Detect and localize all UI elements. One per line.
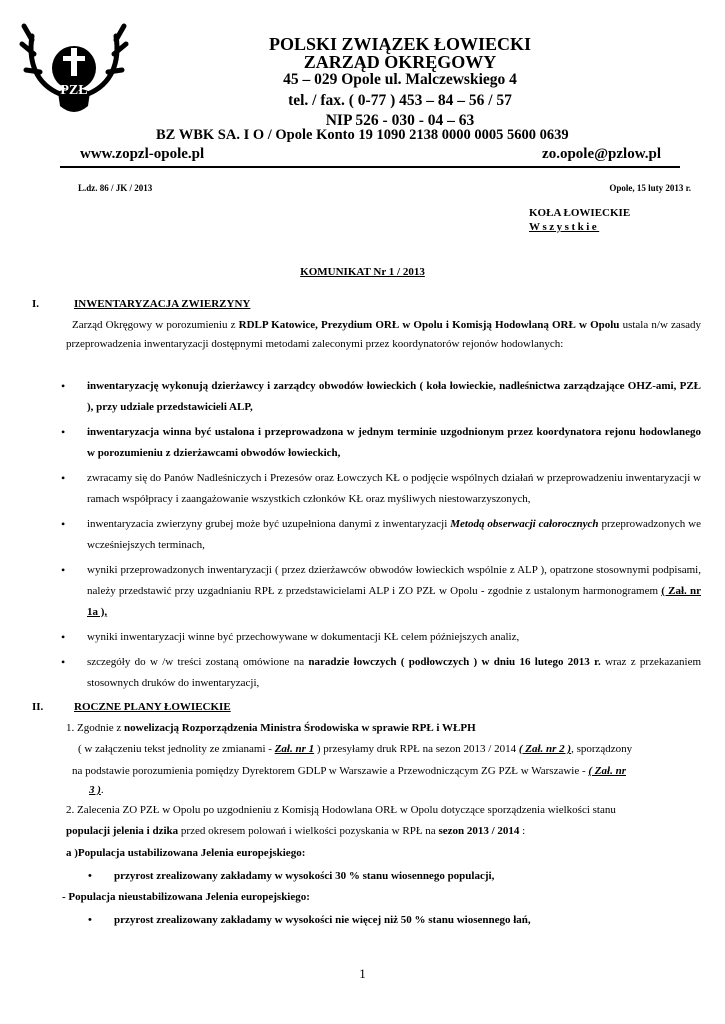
section2-para3: na podstawie porozumienia pomiędzy Dyrektorem GDLP w Warszawie a Przewodniczącym ZG PZŁ w Warszawie - ( Zał. nr [72, 765, 626, 777]
section2-title: ROCZNE PLANY ŁOWIECKIE [74, 701, 231, 713]
section2-para4: 3 ). [89, 784, 104, 796]
section2-para1: 1. Zgodnie z nowelizacją Rozporządzenia Ministra Środowiska w sprawie RPŁ i WŁPH [66, 722, 476, 734]
list-item: • przyrost zrealizowany zakładamy w wysokości 30 % stanu wiosennego populacji, [88, 870, 495, 882]
document-date: Opole, 15 luty 2013 r. [609, 183, 691, 193]
document-title: KOMUNIKAT Nr 1 / 2013 [300, 266, 425, 278]
section2-para9: - Populacja nieustabilizowana Jelenia europejskiego: [62, 891, 310, 903]
page-number: 1 [359, 966, 366, 981]
address: 45 – 029 Opole ul. Malczewskiego 4 [283, 71, 517, 88]
section2-para2: ( w załączeniu tekst jednolity ze zmianami - Zał. nr 1 ) przesyłamy druk RPŁ na sezon 2013 / 2014 ( Zał. nr 2 ), sporządzony [78, 743, 633, 755]
header-divider [60, 166, 680, 168]
section2-para5: 2. Zalecenia ZO PZŁ w Opolu po uzgodnieniu z Komisją Hodowlana ORŁ w Opolu dotyczące sporządzenia wielkości stanu [66, 804, 616, 816]
board-name: ZARZĄD OKRĘGOWY [303, 52, 497, 72]
recipient-line2: Wszystkie [529, 221, 600, 233]
email-link[interactable]: zo.opole@pzlow.pl [542, 146, 661, 162]
reference-number: L.dz. 86 / JK / 2013 [78, 183, 153, 193]
list-item: • wyniki inwentaryzacji winne być przechowywane w dokumentacji KŁ celem późniejszych analiz, [60, 627, 701, 648]
bank-account: BZ WBK SA. I O / Opole Konto 19 1090 2138 0000 0005 5600 0639 [156, 127, 569, 143]
list-item: • przyrost zrealizowany zakładamy w wysokości nie więcej niż 50 % stanu wiosennego łań, [88, 914, 531, 926]
section1-number: I. [32, 298, 40, 310]
list-item: • inwentaryzacja winna być ustalona i przeprowadzona w jednym terminie uzgodnionym przez koordynatora rejonu hodowlanego w porozumieniu z dzierżawcami obwodów łowieckich, [60, 422, 701, 464]
nip: NIP 526 - 030 - 04 – 63 [325, 112, 475, 129]
recipient-line1: KOŁA ŁOWIECKIE [529, 207, 631, 219]
list-item: • inwentaryzacia zwierzyny grubej może być uzupełniona danymi z inwentaryzacji Metodą obserwacji całorocznych przeprowadzonych we wcześniejszych terminach, [60, 514, 701, 556]
section1-bullet-list [60, 376, 701, 698]
list-item: • wyniki przeprowadzonych inwentaryzacji ( przez dzierżawców obwodów łowieckich wspólnie z ALP ), opatrzone stosownymi podpisami, należy przedstawić przy uzgadnianiu RPŁ z przedstawicielami ALP i ZO PZŁ w Opolu - zgodnie z ustalonym harmonogramem ( Zał. nr 1a ), [60, 560, 701, 623]
list-item: • szczegóły do w /w treści zostaną omówione na naradzie łowczych ( podłowczych ) w dniu 16 lutego 2013 r. wraz z przekazaniem stosownych druków do inwentaryzacji, [60, 652, 701, 694]
section2-para7: a )Populacja ustabilizowana Jelenia europejskiego: [66, 847, 306, 859]
section1-intro: Zarząd Okręgowy w porozumieniu z RDLP Katowice, Prezydium ORŁ w Opolu i Komisją Hodowlaną ORŁ w Opolu ustala n/w zasady przeprowadzenia inwentaryzacji dostępnymi metodami zaleconymi przez koordynatorów rejonów hodowlanych: [66, 319, 701, 350]
org-name: POLSKI ZWIĄZEK ŁOWIECKI [268, 34, 532, 54]
pzl-emblem-logo [18, 14, 130, 122]
list-item: • zwracamy się do Panów Nadleśniczych i Prezesów oraz Łowczych KŁ o podjęcie wspólnych działań w przeprowadzeniu inwentaryzacji w ramach współpracy i zaangażowanie wszystkich członków KŁ oraz myśliwych niestowarzyszonych, [60, 468, 701, 510]
website-link[interactable]: www.zopzl-opole.pl [80, 146, 205, 162]
logo-text: PZŁ [60, 83, 88, 98]
section1-title: INWENTARYZACJA ZWIERZYNY [74, 298, 251, 310]
phone: tel. / fax. ( 0-77 ) 453 – 84 – 56 / 57 [288, 92, 512, 109]
section2-para6: populacji jelenia i dzika przed okresem polowań i wielkości pozyskania w RPŁ na sezon 2013 / 2014 : [66, 825, 526, 837]
list-item: • inwentaryzację wykonują dzierżawcy i zarządcy obwodów łowieckich ( koła łowieckie, nadleśnictwa zarządzające OHZ-ami, PZŁ ), przy udziale przedstawicieli ALP, [60, 376, 701, 418]
section2-number: II. [32, 701, 44, 713]
